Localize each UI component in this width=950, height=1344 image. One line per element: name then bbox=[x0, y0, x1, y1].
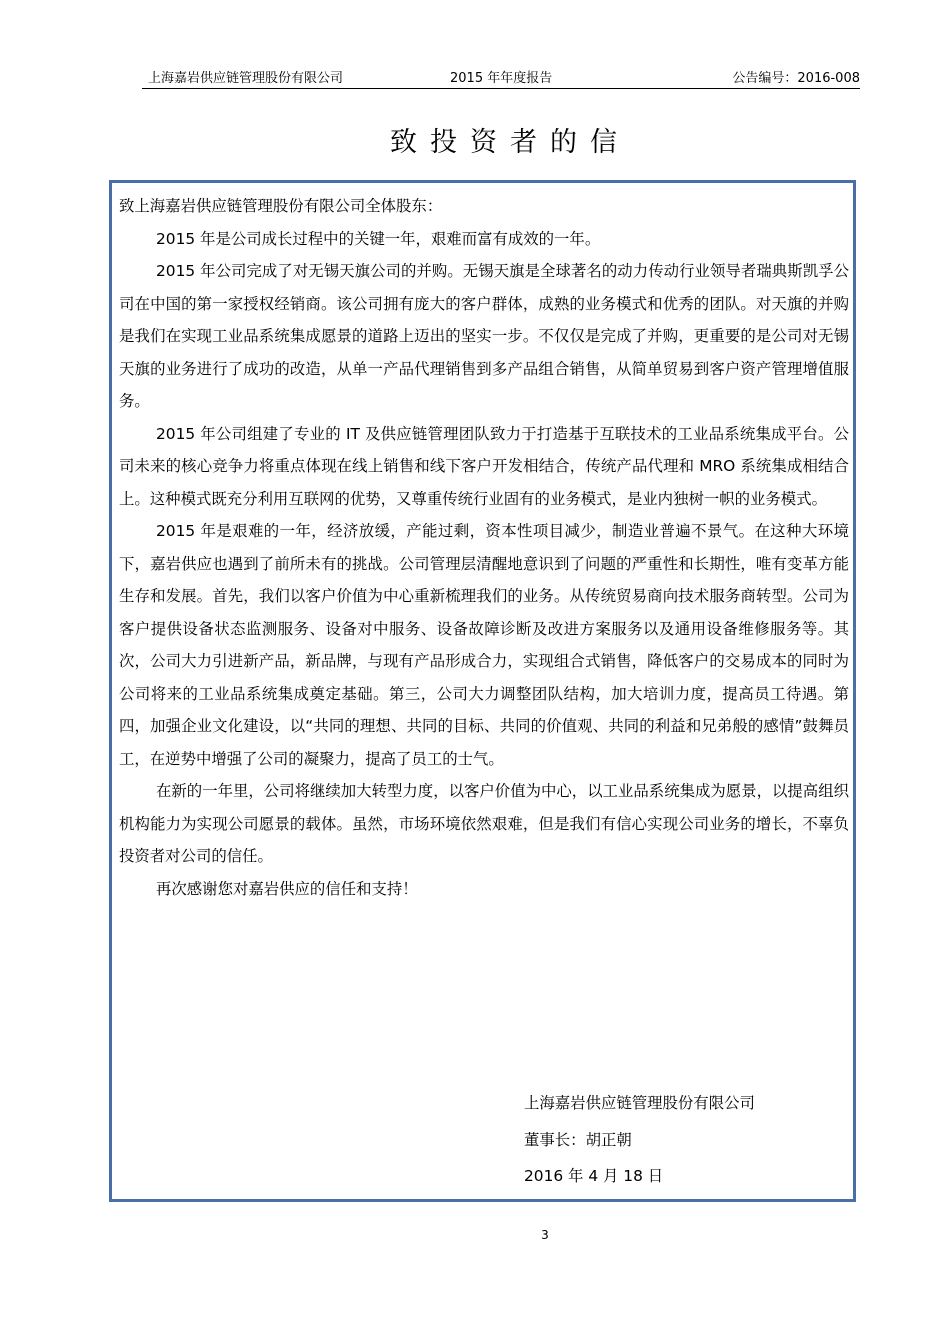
header-notice-number: 公告编号：2016-008 bbox=[732, 71, 860, 86]
page-number: 3 bbox=[541, 1228, 549, 1242]
page-header bbox=[142, 64, 860, 89]
letter-salutation: 致上海嘉岩供应链管理股份有限公司全体股东： bbox=[119, 197, 443, 215]
page-title: 致投资者的信 bbox=[390, 127, 630, 158]
header-report-title: 2015 年年度报告 bbox=[450, 71, 553, 86]
header-company: 上海嘉岩供应链管理股份有限公司 bbox=[148, 71, 344, 86]
signature-date: 2016 年 4 月 18 日 bbox=[524, 1167, 664, 1185]
letter-paragraph-3: 2015 年公司组建了专业的 IT 及供应链管理团队致力于打造基于互联技术的工业品系统集成平台。公司未来的核心竞争力将重点体现在线上销售和线下客户开发相结合，传统产品代理和 MRO 系统集成相结合上。这种模式既充分利用互联网的优势，又尊重传统行业固有的业务模式，是业内独树一帜的业务模式。 bbox=[119, 424, 849, 508]
letter-closing: 再次感谢您对嘉岩供应的信任和支持！ bbox=[156, 879, 418, 898]
signature-company: 上海嘉岩供应链管理股份有限公司 bbox=[524, 1094, 755, 1112]
letter-paragraph-4: 2015 年是艰难的一年，经济放缓，产能过剩，资本性项目减少，制造业普遍不景气。在这种大环境下，嘉岩供应也遇到了前所未有的挑战。公司管理层清醒地意识到了问题的严重性和长期性，唯有变革方能生存和发展。首先，我们以客户价值为中心重新梳理我们的业务。从传统贸易商向技术服务商转型。公司为客户提供设备状态监测服务、设备对中服务、设备故障诊断及改进方案服务以及通用设备维修服务等。其次，公司大力引进新产品，新品牌，与现有产品形成合力，实现组合式销售，降低客户的交易成本的同时为公司将来的工业品系统集成奠定基础。第三，公司大力调整团队结构，加大培训力度，提高员工待遇。第四，加强企业文化建设，以“共同的理想、共同的目标、共同的价值观、共同的利益和兄弟般的感情”鼓舞员工，在逆势中增强了公司的凝聚力，提高了员工的士气。 bbox=[119, 522, 849, 768]
letter-paragraph-5: 在新的一年里，公司将继续加大转型力度，以客户价值为中心，以工业品系统集成为愿景，以提高组织机构能力为实现公司愿景的载体。虽然，市场环境依然艰难，但是我们有信心实现公司业务的增长，不辜负投资者对公司的信任。 bbox=[119, 782, 849, 865]
letter-paragraph-1: 2015 年是公司成长过程中的关键一年，艰难而富有成效的一年。 bbox=[156, 229, 601, 248]
letter-body bbox=[119, 190, 849, 905]
signature-chairman: 董事长：胡正朝 bbox=[524, 1131, 632, 1149]
letter-paragraph-2: 2015 年公司完成了对无锡天旗公司的并购。无锡天旗是全球著名的动力传动行业领导者瑞典斯凯孚公司在中国的第一家授权经销商。该公司拥有庞大的客户群体，成熟的业务模式和优秀的团队。对天旗的并购是我们在实现工业品系统集成愿景的道路上迈出的坚实一步。不仅仅是完成了并购，更重要的是公司对无锡天旗的业务进行了成功的改造，从单一产品代理销售到多产品组合销售，从简单贸易到客户资产管理增值服务。 bbox=[119, 262, 849, 410]
